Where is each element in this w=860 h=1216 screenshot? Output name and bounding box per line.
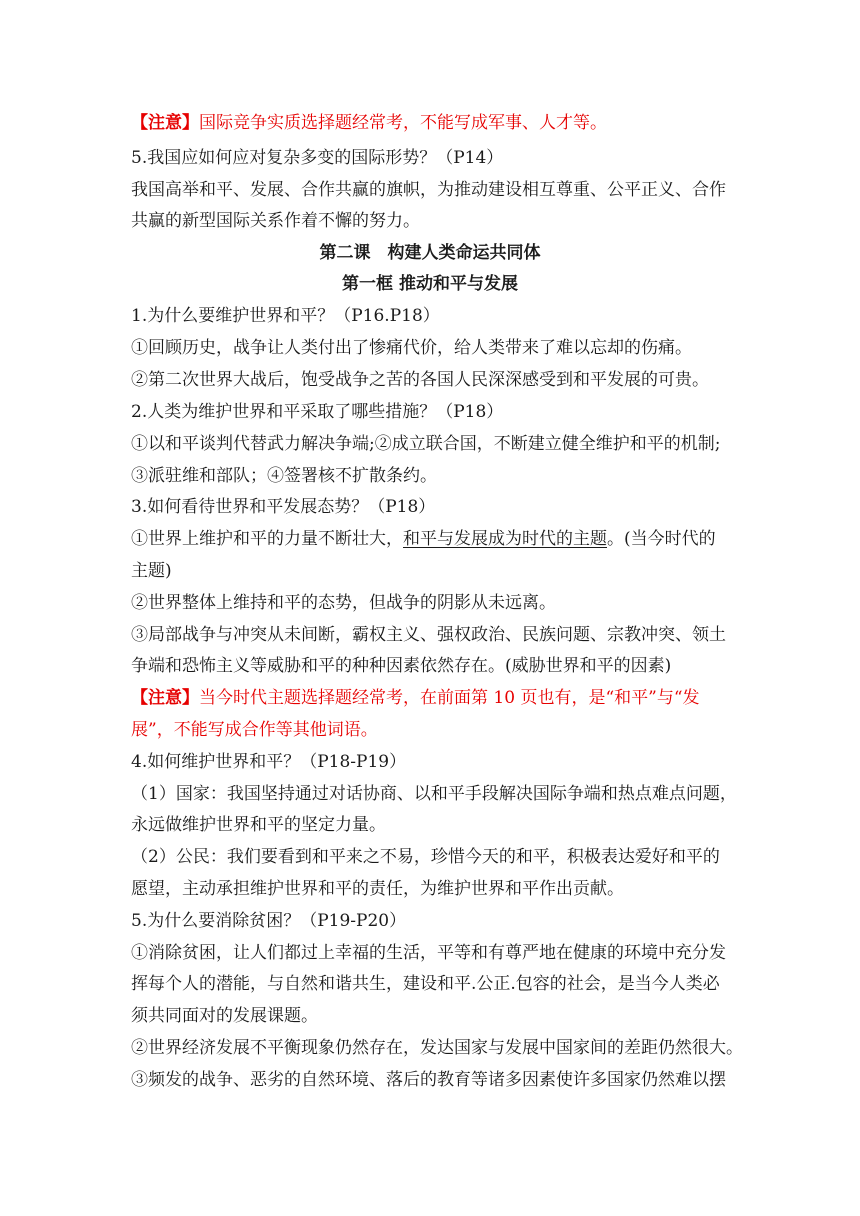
answer-line: ③频发的战争、恶劣的自然环境、落后的教育等诸多因素使许多国家仍然难以摆 bbox=[131, 1070, 726, 1090]
question-1: 1.为什么要维护世界和平？（P16.P18） bbox=[131, 306, 440, 326]
note-tag: 【注意】 bbox=[131, 688, 199, 708]
answer-line: 主题) bbox=[131, 561, 172, 581]
answer-line: 永远做维护世界和平的坚定力量。 bbox=[131, 815, 386, 835]
answer-line: （2）公民：我们要看到和平来之不易，珍惜今天的和平，积极表达爱好和平的 bbox=[131, 847, 720, 867]
answer-line: 须共同面对的发展课题。 bbox=[131, 1006, 318, 1026]
answer-line: ③派驻维和部队；④签署核不扩散条约。 bbox=[131, 466, 437, 486]
section-heading: 第一框 推动和平与发展 bbox=[342, 274, 518, 294]
answer-line: 愿望，主动承担维护世界和平的责任，为维护世界和平作出贡献。 bbox=[131, 879, 624, 899]
answer-line: ①回顾历史，战争让人类付出了惨痛代价，给人类带来了难以忘却的伤痛。 bbox=[131, 338, 692, 358]
underlined-phrase: 和平与发展成为时代的主题 bbox=[403, 529, 607, 549]
note-line-2 bbox=[131, 688, 731, 708]
answer-line: 挥每个人的潜能，与自然和谐共生，建设和平.公正.包容的社会，是当今人类必 bbox=[131, 974, 720, 994]
lesson-heading: 第二课 构建人类命运共同体 bbox=[319, 243, 541, 263]
answer-line: ③局部战争与冲突从未间断，霸权主义、强权政治、民族问题、宗教冲突、领土 bbox=[131, 625, 726, 645]
answer-line: ②世界整体上维持和平的态势，但战争的阴影从未远离。 bbox=[131, 593, 556, 613]
question-4: 4.如何维护世界和平？（P18-P19） bbox=[131, 752, 407, 772]
note-text: 国际竞争实质选择题经常考，不能写成军事、人才等。 bbox=[199, 113, 607, 133]
answer-line bbox=[131, 529, 731, 549]
answer-line: ②世界经济发展不平衡现象仍然存在，发达国家与发展中国家间的差距仍然很大。 bbox=[131, 1038, 743, 1058]
question-5b: 5.为什么要消除贫困？（P19-P20） bbox=[131, 911, 407, 931]
note-line-1 bbox=[131, 113, 731, 133]
answer-line: ①消除贫困，让人们都过上幸福的生活，平等和有尊严地在健康的环境中充分发 bbox=[131, 943, 726, 963]
answer-line: ②第二次世界大战后，饱受战争之苦的各国人民深深感受到和平发展的可贵。 bbox=[131, 370, 709, 390]
note-tag: 【注意】 bbox=[131, 113, 199, 133]
question-5: 5.我国应如何应对复杂多变的国际形势？（P14） bbox=[131, 148, 504, 168]
answer-line: 我国高举和平、发展、合作共赢的旗帜，为推动建设相互尊重、公平正义、合作 bbox=[131, 180, 726, 200]
answer-text: 。(当今时代的 bbox=[607, 529, 716, 549]
answer-text: ①世界上维护和平的力量不断壮大， bbox=[131, 529, 403, 549]
answer-line: ①以和平谈判代替武力解决争端;②成立联合国，不断建立健全维护和平的机制; bbox=[131, 434, 721, 454]
note-text: 当今时代主题选择题经常考，在前面第 10 页也有，是“和平”与“发 bbox=[199, 688, 700, 708]
answer-line: 共赢的新型国际关系作着不懈的努力。 bbox=[131, 211, 420, 231]
answer-line: 争端和恐怖主义等威胁和平的种种因素依然存在。(威胁世界和平的因素) bbox=[131, 656, 672, 676]
note-line-2-cont: 展”，不能写成合作等其他词语。 bbox=[131, 720, 378, 740]
question-3: 3.如何看待世界和平发展态势？（P18） bbox=[131, 497, 436, 517]
answer-line: （1）国家：我国坚持通过对话协商、以和平手段解决国际争端和热点难点问题， bbox=[131, 784, 737, 804]
question-2: 2.人类为维护世界和平采取了哪些措施？（P18） bbox=[131, 402, 504, 422]
